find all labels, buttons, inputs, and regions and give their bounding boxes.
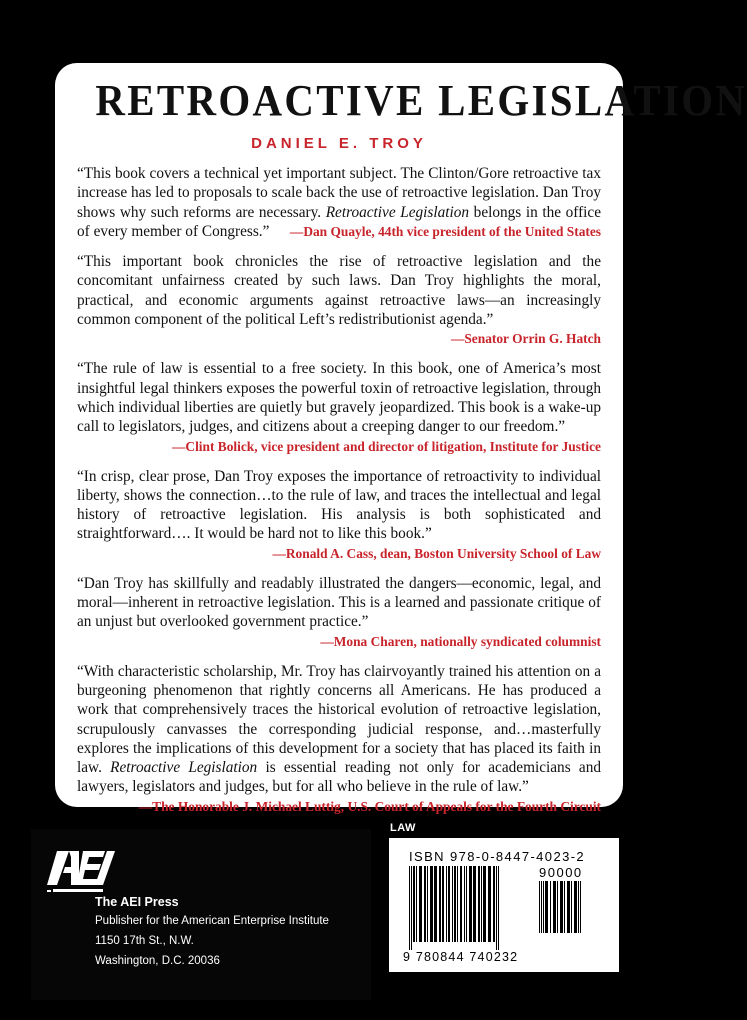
barcode-bar <box>550 881 551 933</box>
category-label: LAW <box>390 822 416 834</box>
barcode-bar <box>409 866 410 950</box>
quote-text-part: “This important book chronicles the rise of retroactive legislation and the concomitant unfairness created by such laws. Dan Troy highlights the moral, practical, and economic arguments against retroactive laws—an increasingly common component of the political Left’s redistributionist agenda.” <box>77 253 601 329</box>
barcode-bar <box>419 866 422 942</box>
barcode-bar <box>416 866 417 942</box>
quote-text <box>77 359 601 436</box>
quote-book-title: Retroactive Legislation <box>325 203 470 221</box>
aei-logo <box>47 849 119 893</box>
publisher-block <box>31 829 371 1000</box>
publisher-name: The AEI Press <box>95 895 179 909</box>
quote-text <box>77 252 601 347</box>
publisher-address: 1150 17th St., N.W. <box>95 935 194 947</box>
barcode-bar <box>481 866 482 942</box>
endorsement-quote <box>77 662 601 816</box>
barcode-bar <box>574 881 577 933</box>
endorsement-quote <box>77 467 601 563</box>
barcode-bar <box>567 881 570 933</box>
barcode-bar <box>448 866 450 942</box>
quote-text-part: belongs in the office of every member of Congress.” <box>77 203 601 240</box>
quote-text-part: is essential reading not only for academicians and lawyers, legislators and judges, but for all who believe in the rule of law.” <box>77 759 601 796</box>
barcode-bar <box>439 866 441 942</box>
quote-text <box>77 164 601 241</box>
barcode-bar <box>541 881 542 933</box>
barcode-bar <box>557 881 558 933</box>
barcode-bar <box>457 866 458 942</box>
book-title: RETROACTIVE LEGISLATION <box>95 76 747 125</box>
barcode-bar <box>553 881 556 933</box>
quote-attribution: —Mona Charen, nationally syndicated columnist <box>320 633 601 649</box>
barcode-bar <box>466 866 467 942</box>
barcode-bar <box>539 881 540 933</box>
quote-text-part: “In crisp, clear prose, Dan Troy exposes the importance of retroactivity to individual liberty, shows the connection…to the rule of law, and traces the intellectual and legal history of retroactive legislation. His analysis is both sophisticated and straightforward…. It would be hard not to like this book.” <box>77 467 601 543</box>
quote-text-part: “With characteristic scholarship, Mr. Troy has clairvoyantly trained his attention on a burgeoning phenomenon that rightly concerns all Americans. He has produced a work that comprehensively traces the historical evolution of retroactive legislation, scrupulously canvasses the corresponding judicial response, and…masterfully explores the implications of this development for a society that has placed its faith in law. <box>77 662 601 777</box>
quote-text <box>77 467 601 544</box>
endorsement-quote <box>77 574 601 651</box>
barcode-bar <box>460 866 462 942</box>
barcode-bar <box>434 866 437 942</box>
barcode-bar <box>413 866 415 942</box>
quote-attribution: —Senator Orrin G. Hatch <box>450 331 601 347</box>
barcode-bar <box>496 866 497 950</box>
barcode-bar <box>469 866 472 942</box>
barcode-bar <box>446 866 447 942</box>
quote-text-part: “The rule of law is essential to a free society. In this book, one of America’s most insightful legal thinkers exposes the powerful toxin of retroactive legislation, through which individual liberties are quietly but gravely jeopardized. This book is a wake-up call to legislators, judges, and citizens about a creeping danger to our freedom.” <box>77 360 601 436</box>
quote-attribution: —Dan Quayle, 44th vice president of the United States <box>289 223 601 239</box>
publisher-city: Washington, D.C. 20036 <box>95 955 220 967</box>
barcode-number: 9 780844 740232 <box>403 950 519 964</box>
barcode-bar <box>424 866 426 942</box>
publisher-line: Publisher for the American Enterprise Institute <box>95 915 329 927</box>
quote-attribution: —Ronald A. Cass, dean, Boston University School of Law <box>272 545 601 561</box>
barcode-bar <box>411 866 412 950</box>
quotes-list <box>77 164 601 816</box>
barcode-bar <box>488 866 491 942</box>
barcode-bar <box>545 881 548 933</box>
barcode-bars <box>409 866 529 950</box>
barcode-bar <box>452 866 453 942</box>
endorsement-quote <box>77 164 601 241</box>
endorsements-panel <box>55 63 747 814</box>
quote-book-title: Retroactive Legislation <box>110 759 258 777</box>
barcode-bar <box>564 881 565 933</box>
quote-text-part: “Dan Troy has skillfully and readably illustrated the dangers—economic, legal, and moral—inherent in retroactive legislation. This is a learned and passionate critique of an unjust but overlooked government practice.” <box>77 574 601 631</box>
quote-attribution: —The Honorable J. Michael Luttig, U.S. Court of Appeals for the Fourth Circuit <box>138 798 601 814</box>
barcode-bar <box>571 881 572 933</box>
barcode-bar <box>580 881 581 933</box>
barcode-bar <box>464 866 465 942</box>
barcode-bar <box>430 866 433 942</box>
barcode-bar <box>478 866 480 942</box>
barcode-bar <box>442 866 444 942</box>
barcode-bar <box>498 866 499 950</box>
quote-text-part: “This book covers a technical yet important subject. The Clinton/Gore retroactive tax increase has led to proposals to scale back the use of retroactive legislation. Dan Troy shows why such reforms are necessary. <box>77 165 601 221</box>
isbn-label: ISBN 978-0-8447-4023-2 <box>409 849 586 864</box>
quote-text <box>77 574 601 632</box>
barcode-addon-bars <box>539 881 603 949</box>
barcode <box>389 838 619 972</box>
endorsement-quote <box>77 252 601 348</box>
barcode-bar <box>560 881 563 933</box>
book-author: DANIEL E. TROY <box>251 135 427 152</box>
barcode-bar <box>454 866 456 942</box>
barcode-bar <box>493 866 495 942</box>
barcode-bar <box>543 881 544 933</box>
quote-attribution: —Clint Bolick, vice president and director of litigation, Institute for Justice <box>172 438 601 454</box>
quote-text <box>77 662 601 797</box>
barcode-bar <box>427 866 428 942</box>
barcode-bar <box>483 866 486 942</box>
endorsement-quote <box>77 359 601 455</box>
barcode-addon-number: 90000 <box>539 865 583 880</box>
barcode-bar <box>473 866 476 942</box>
barcode-bar <box>578 881 579 933</box>
